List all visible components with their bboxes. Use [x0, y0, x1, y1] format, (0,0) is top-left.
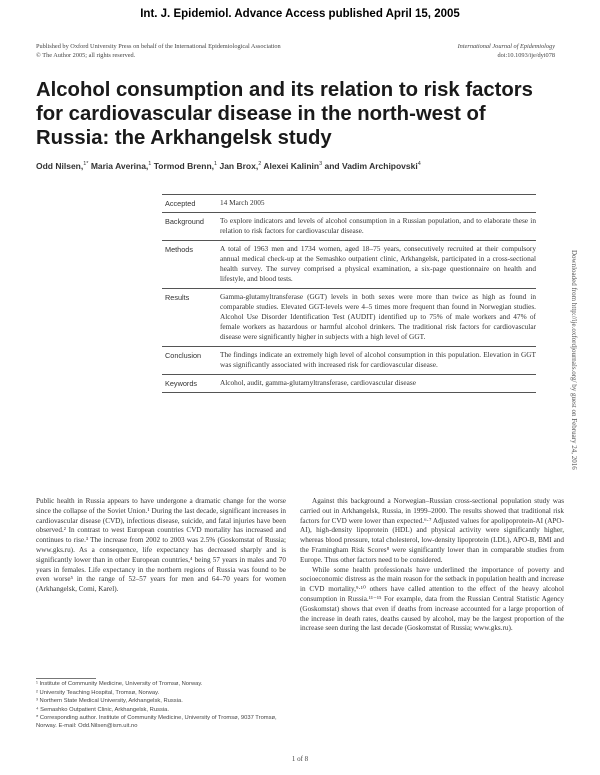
author: Alexei Kalinin — [263, 161, 320, 171]
author-affiliation-mark: 1* — [83, 161, 89, 168]
paragraph-2: While some health professionals have underlined the importance of poverty and socioeconomic distress as the main reason for the setback in population health and increase in CVD mortality,⁹·¹⁰ others have called attention to the effect of the heavy alcohol consumption in Russia.¹¹⁻¹⁵ For example, data from the Russian Central Statistic Agency (Goskomstat) shows that even if deaths from increase accounted for a large proportion of the increase in death rates, deaths caused by alcohol, may be the largest proportion of the increase seen during the last decade (Goskomstat of Russia; www.gks.ru). — [300, 565, 564, 633]
author-affiliation-mark: 1 — [214, 161, 218, 168]
author-affiliation-mark: 3 — [319, 161, 323, 168]
publisher-note — [36, 42, 281, 60]
abstract-label: Results — [165, 293, 190, 302]
left-column — [36, 497, 286, 595]
abstract-row-methods — [162, 240, 536, 288]
author-list — [36, 161, 421, 171]
abstract-row-accepted — [162, 194, 536, 212]
copyright-line: © The Author 2005; all rights reserved. — [36, 52, 136, 59]
footnotes — [36, 681, 286, 732]
abstract-label: Keywords — [165, 379, 198, 388]
abstract-text: The findings indicate an extremely high level of alcohol consumption in this population. Elevation in GGT was significantly associated with increased risk for cardiovascular disease. — [220, 350, 536, 369]
author: Odd Nilsen, — [36, 161, 84, 171]
abstract-text: A total of 1963 men and 1734 women, aged 18–75 years, consecutively recruited at their compulsory annual medical check-up at the Semashko outpatient clinic, Arkhangelsk, participated in a cross-sectional health survey. The survey comprised a physical examination, a six-page questionnaire on health and lifestyle, and blood tests. — [220, 244, 536, 283]
abstract-text: Gamma-glutamyltransferase (GGT) levels in both sexes were more than twice as high as found in comparable studies. Elevated GGT-levels were 4–5 times more frequent than found in Norwegian studies. Alcohol Use Disorder Identification Test (AUDIT) identified up to 75% of male workers and 47% of female workers as hazardous or harmful alcohol drinkers. The traditional risk factors for cardiovascular disease were significantly higher in subjects with a high level of GGT. — [220, 292, 536, 341]
abstract-label: Conclusion — [165, 351, 202, 360]
abstract-label: Accepted — [165, 199, 196, 208]
author-affiliation-mark: 1 — [148, 161, 152, 168]
download-side-note — [568, 250, 588, 520]
author: Tormod Brenn, — [153, 161, 215, 171]
footnote: ³ Northern State Medical University, Arkhangelsk, Russia. — [36, 698, 183, 705]
abstract-row-conclusion — [162, 346, 536, 374]
abstract-row-background — [162, 212, 536, 240]
footnote: ¹ Institute of Community Medicine, University of Tromsø, Norway. — [36, 681, 203, 687]
paper-title: Alcohol consumption and its relation to risk factors for cardiovascular disease in the north-west of Russia: the Arkhangelsk study — [36, 79, 533, 149]
abstract-table — [162, 194, 536, 393]
abstract-text: 14 March 2005 — [220, 198, 265, 207]
abstract-text: To explore indicators and levels of alcohol consumption in a Russian population, and to elaborate these in relation to risk factors for cardiovascular disease. — [220, 216, 536, 235]
author: and Vadim Archipovski — [324, 161, 418, 171]
footnote: ² University Teaching Hospital, Tromsø, Norway. — [36, 689, 160, 696]
right-column — [300, 497, 564, 634]
abstract-label: Background — [165, 217, 204, 226]
author-affiliation-mark: 2 — [258, 161, 262, 168]
abstract-row-results — [162, 288, 536, 346]
side-note-text: Downloaded from http://ije.oxfordjournals.org/ by guest on February 24, 2016 — [570, 250, 578, 470]
author: Jan Brox, — [219, 161, 259, 171]
author: Maria Averina, — [90, 161, 149, 171]
journal-info — [458, 42, 555, 60]
advance-access-banner: Int. J. Epidemiol. Advance Access published April 15, 2005 — [140, 8, 460, 20]
abstract-label: Methods — [165, 245, 193, 254]
author-affiliation-mark: 4 — [417, 161, 421, 168]
abstract-row-keywords — [162, 374, 536, 393]
doi: doi:10.1093/ije/dyi078 — [497, 52, 555, 59]
intro-paragraph: Public health in Russia appears to have undergone a dramatic change for the worse since the collapse of the Soviet Union.¹ During the last decade, significant increases in cardiovascular disease (CVD), infectious disease, suicide, and fatal injuries have been observed.² In contrast to west European countries CVD mortality has increased and continues to rise.³ The increase from 2002 to 2003 was 2.5% (Goskomstat of Russia; www.gks.ru). As a consequence, life expectancy has decreased sharply and is significantly lower than in other European countries,⁴ being 57 years in males and 70 years in females. Life expectancy in the northern regions of Russia was found to be even worse⁵ in the range of 52–57 years for men and 64–70 years for women (Arkhangelsk, Comi, Karel). — [36, 497, 286, 594]
journal-name: International Journal of Epidemiology — [457, 43, 555, 50]
footnote-rule — [36, 678, 96, 679]
paragraph-1: Against this background a Norwegian–Russian cross-sectional population study was carried out in Arkhangelsk, Russia, in 1999–2000. The results showed that traditional risk factors for CVD were lower than expected.⁶·⁷ Adjusted values for apolipoprotein-AI (APO-AI), high-density lipoprotein (HDL) and physical activity were significantly higher, whereas blood pressure, total cholesterol, low-density lipoprotein (LDL), APO-B, BMI and the Framingham Risk Scores⁸ were significantly lower than in comparable studies from Europe. Thus other factors need to be considered. — [300, 497, 564, 564]
footnote: * Corresponding author. Institute of Community Medicine, University of Tromsø, 9037 Tromsø, Norway. E-mail: Odd.Nilsen@ism.uit.no — [36, 715, 277, 729]
page-number: 1 of 8 — [291, 755, 309, 763]
footnote: ⁴ Semashko Outpatient Clinic, Arkhangelsk, Russia. — [36, 706, 169, 713]
abstract-text: Alcohol, audit, gamma-glutamyltransferase, cardiovascular disease — [220, 378, 416, 387]
publisher-line: Published by Oxford University Press on behalf of the International Epidemiological Association — [36, 43, 281, 50]
